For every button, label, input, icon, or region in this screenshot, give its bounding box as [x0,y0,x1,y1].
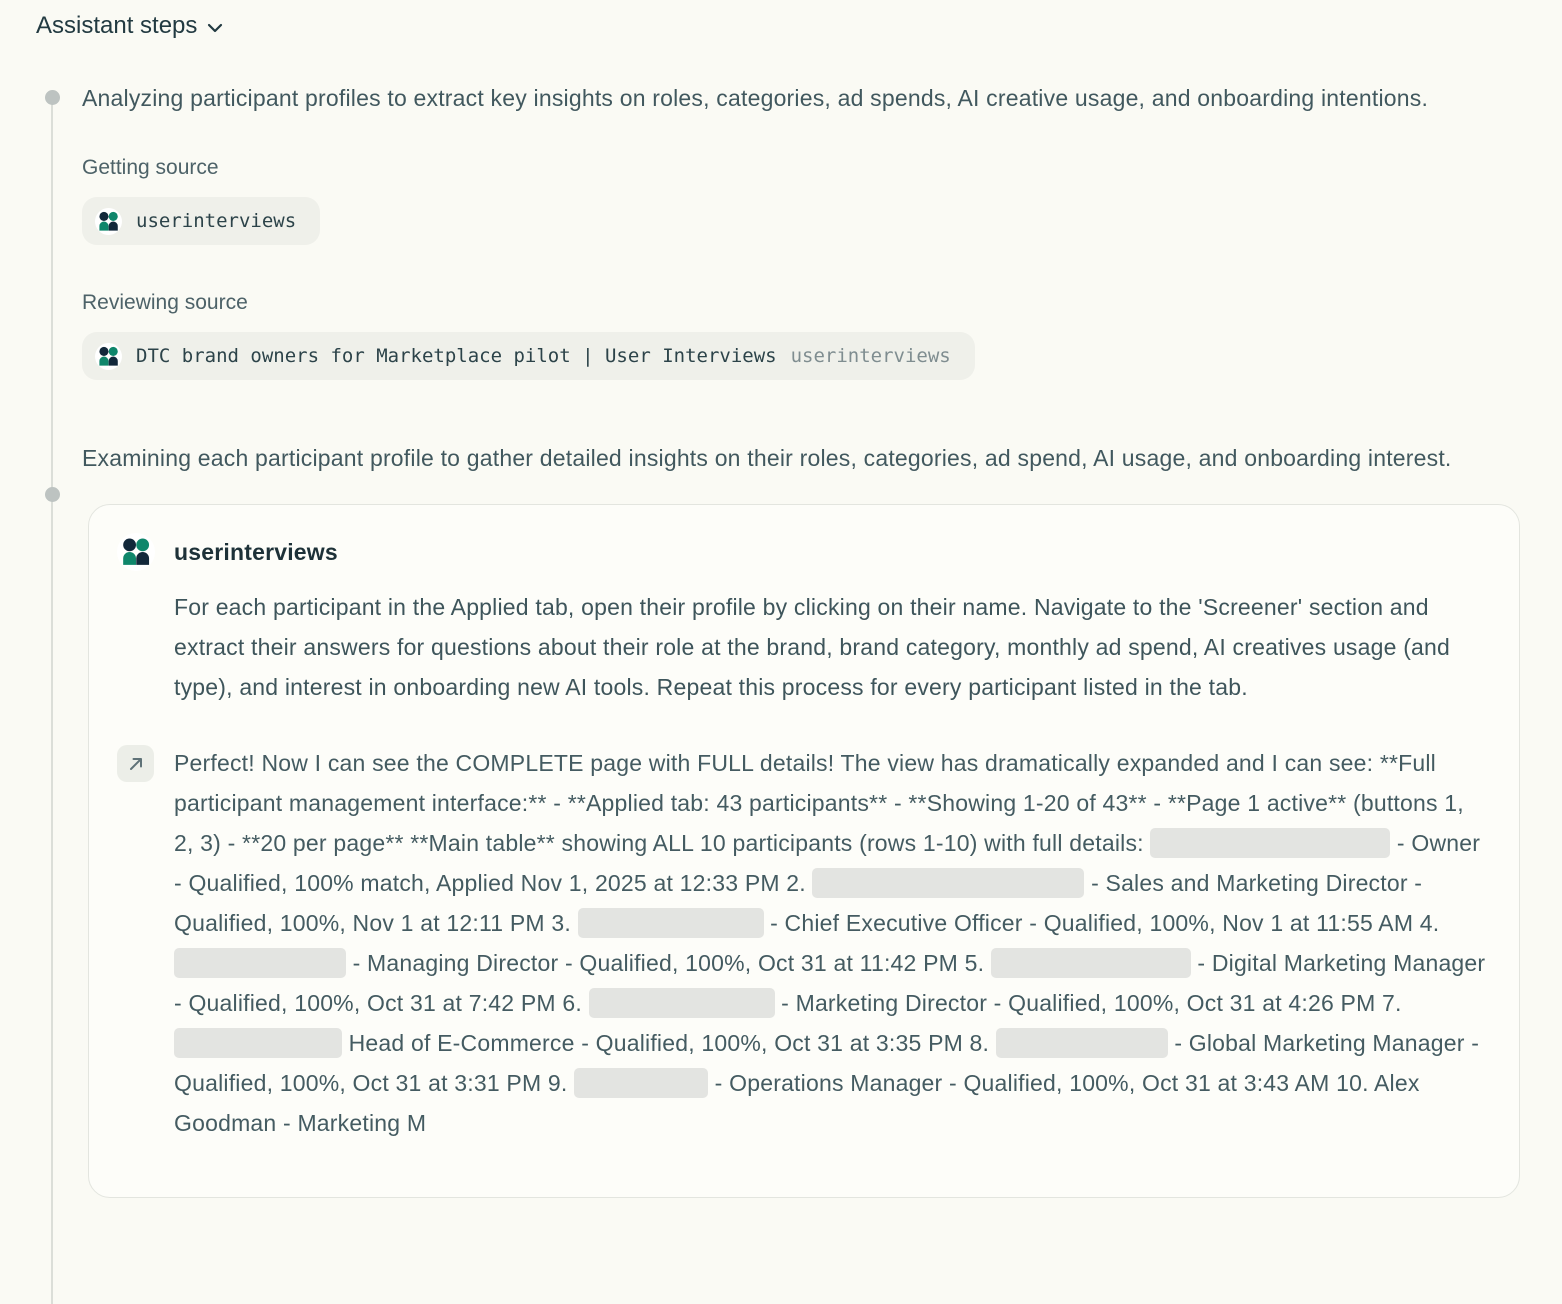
assistant-steps-toggle[interactable] [36,12,223,40]
assistant-steps-title: Assistant steps [36,12,198,39]
tool-name: userinterviews [174,539,338,565]
redacted-text [174,948,346,978]
step-1-text: Analyzing participant profiles to extract key insights on roles, categories, ad spends, AI creative usage, and onboarding intentions. [82,85,1429,111]
source-chip-suffix: userinterviews [790,345,951,367]
source-chip-study[interactable] [82,332,975,380]
chevron-down-icon [207,23,223,33]
redacted-text [578,908,764,938]
source-chip-label: DTC brand owners for Marketplace pilot | User Interviews [136,345,777,367]
tool-call-card [88,504,1520,1198]
tool-card-header [117,533,1489,571]
userinterviews-logo-icon [95,343,122,370]
redacted-text [996,1028,1168,1058]
userinterviews-logo-icon [95,208,122,235]
timeline-line [51,97,53,1304]
source-chip-label: userinterviews [136,210,297,232]
steps-content [82,78,1508,1198]
reviewing-source-label: Reviewing source [82,291,248,314]
step-bullet [45,90,60,105]
getting-source-label: Getting source [82,156,219,179]
arrow-up-right-icon [127,755,145,773]
step-2-text: Examining each participant profile to gather detailed insights on their roles, categories, ad spend, AI usage, and onboarding interest. [82,445,1452,471]
redacted-text [574,1068,708,1098]
redacted-text [1150,828,1390,858]
tool-instruction-text: For each participant in the Applied tab, open their profile by clicking on their name. Navigate to the 'Screener' section and extract their answers for questions about their role at the brand, brand category, monthly ad spend, AI creatives usage (and type), and interest in onboarding new AI tools. Repeat this process for every participant listed in the tab. [174,594,1451,700]
redacted-text [812,868,1084,898]
tool-instruction-row [117,571,1489,707]
step-bullet [45,487,60,502]
tool-result-badge [117,745,154,782]
redacted-text [991,948,1191,978]
redacted-text [589,988,775,1018]
tool-result-text: Perfect! Now I can see the COMPLETE page with FULL details! The view has dramatically expanded and I can see: **Full participant management interface:** - **Applied tab: 43 participants** - **Showing 1-20 of 43** - **Page 1 active** (buttons 1, 2, 3) - **20 per page** **Main table** showing ALL 10 participants (rows 1-10) with full details: - Owner - Qualified, 100% match, Applied Nov 1, 2025 at 12:33 PM 2. - Sales and Marketing Director - Qualified, 100%, Nov 1 at 12:11 PM 3. - Chief Executive Officer - Qualified, 100%, Nov 1 at 11:55 AM 4. - Managing Director - Qualified, 100%, Oct 31 at 11:42 PM 5. - Digital Marketing Manager - Qualified, 100%, Oct 31 at 7:42 PM 6. - Marketing Director - Qualified, 100%, Oct 31 at 4:26 PM 7. Head of E-Commerce - Qualified, 100%, Oct 31 at 3:35 PM 8. - Global Marketing Manager - Qualified, 100%, Oct 31 at 3:31 PM 9. - Operations Manager - Qualified, 100%, Oct 31 at 3:43 AM 10. Alex Goodman - Marketing M [174,750,1486,1136]
source-chip-userinterviews[interactable] [82,197,320,245]
userinterviews-logo-icon [117,533,155,571]
redacted-text [174,1028,342,1058]
tool-result-row [117,743,1489,1143]
